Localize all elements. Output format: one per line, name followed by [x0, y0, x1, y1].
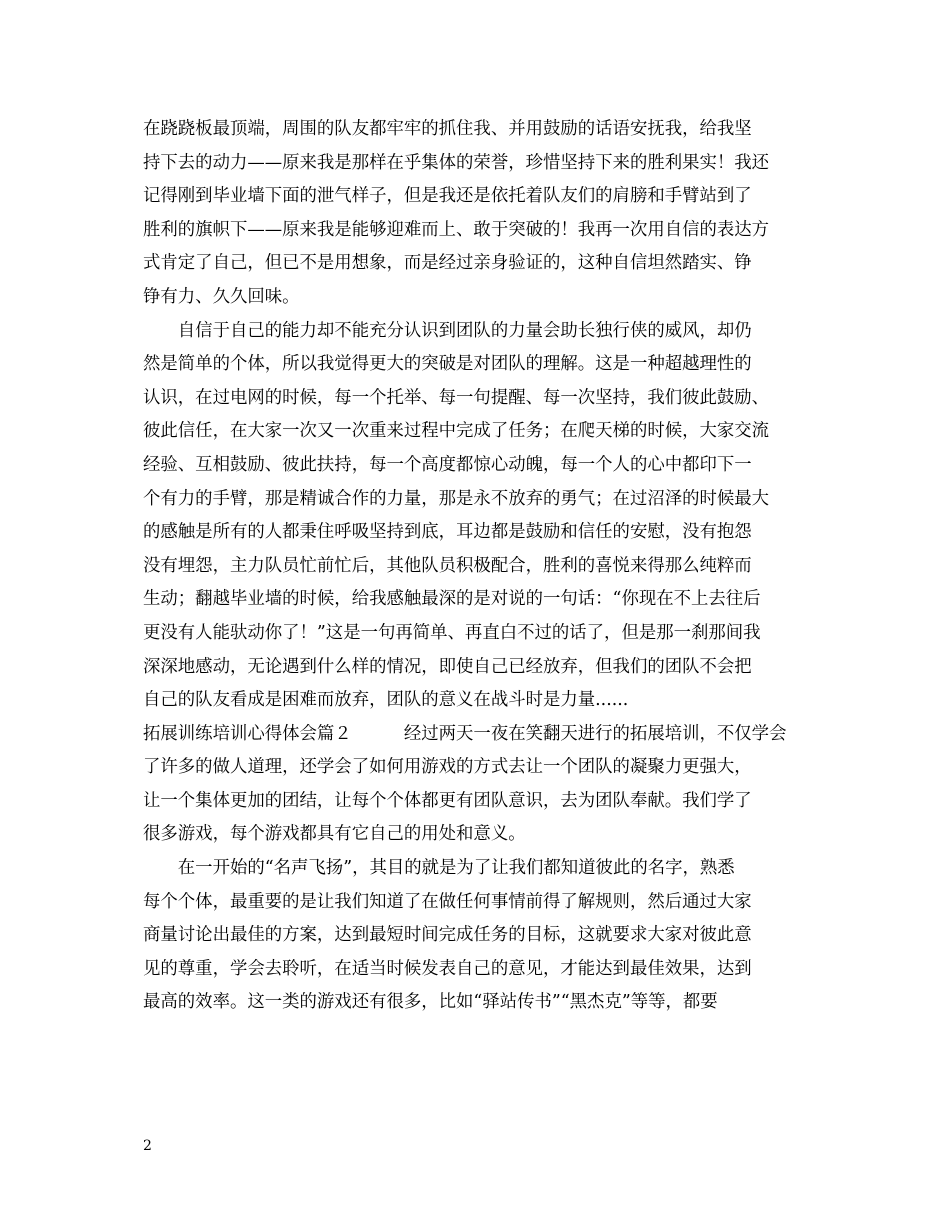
text-line: 最高的效率。这一类的游戏还有很多，比如“驿站传书”“黑杰克”等等，都要	[143, 992, 718, 1013]
text-line: 见的尊重，学会去聆听，在适当时候发表自己的意见，才能达到最佳效果，达到	[143, 958, 752, 979]
text-line: 深深地感动，无论遇到什么样的情况，即使自己已经放弃，但我们的团队不会把	[143, 656, 752, 677]
text-line: 没有埋怨，主力队员忙前忙后，其他队员积极配合，胜利的喜悦来得那么纯粹而	[143, 555, 752, 576]
text-line: 铮有力、久久回味。	[143, 286, 300, 307]
text-line: 拓展训练培训心得体会篇２ 经过两天一夜在笑翻天进行的拓展培训，不仅学会	[143, 723, 787, 744]
text-line: 了许多的做人道理，还学会了如何用游戏的方式去让一个团队的凝聚力更强大，	[143, 757, 752, 778]
text-line: 商量讨论出最佳的方案，达到最短时间完成任务的目标，这就要求大家对彼此意	[143, 925, 752, 946]
text-line: 在跷跷板最顶端，周围的队友都牢牢的抓住我、并用鼓励的话语安抚我，给我坚	[143, 119, 752, 139]
page-number: 2	[143, 1138, 152, 1154]
text-line: 自信于自己的能力却不能充分认识到团队的力量会助长独行侠的威风，却仍	[143, 320, 752, 341]
text-line: 然是简单的个体，所以我觉得更大的突破是对团队的理解。这是一种超越理性的	[143, 354, 752, 375]
text-line: 让一个集体更加的团结，让每个个体都更有团队意识，去为团队奉献。我们学了	[143, 790, 752, 811]
text-line: 经验、互相鼓励、彼此扶持，每一个高度都惊心动魄，每一个人的心中都印下一	[143, 454, 752, 475]
text-line: 持下去的动力——原来我是那样在乎集体的荣誉，珍惜坚持下来的胜利果实！我还	[143, 152, 770, 173]
text-line: 个有力的手臂，那是精诚合作的力量，那是永不放弃的勇气；在过沼泽的时候最大	[143, 488, 770, 509]
text-line: 更没有人能驮动你了！”这是一句再简单、再直白不过的话了，但是那一刹那间我	[143, 622, 761, 643]
text-line: 彼此信任，在大家一次又一次重来过程中完成了任务；在爬天梯的时候，大家交流	[143, 421, 770, 442]
text-line: 的感触是所有的人都秉住呼吸坚持到底，耳边都是鼓励和信任的安慰，没有抱怨	[143, 522, 752, 543]
body-text	[143, 113, 815, 1020]
text-line: 胜利的旗帜下——原来我是能够迎难而上、敢于突破的！我再一次用自信的表达方	[143, 219, 770, 240]
text-line: 自己的队友看成是困难而放弃，团队的意义在战斗时是力量......	[143, 690, 629, 711]
text-line: 在一开始的“名声飞扬”，其目的就是为了让我们都知道彼此的名字，熟悉	[143, 858, 735, 879]
text-line: 认识，在过电网的时候，每一个托举、每一句提醒、每一次坚持，我们彼此鼓励、	[143, 387, 770, 408]
text-line: 式肯定了自己，但已不是用想象，而是经过亲身验证的，这种自信坦然踏实、铮	[143, 253, 752, 274]
text-line: 每个个体，最重要的是让我们知道了在做任何事情前得了解规则，然后通过大家	[143, 891, 752, 912]
text-line: 很多游戏，每个游戏都具有它自己的用处和意义。	[143, 824, 526, 845]
text-line: 生动；翻越毕业墙的时候，给我感触最深的是对说的一句话：“你现在不上去往后	[143, 589, 761, 610]
text-line: 记得刚到毕业墙下面的泄气样子，但是我还是依托着队友们的肩膀和手臂站到了	[143, 186, 752, 207]
